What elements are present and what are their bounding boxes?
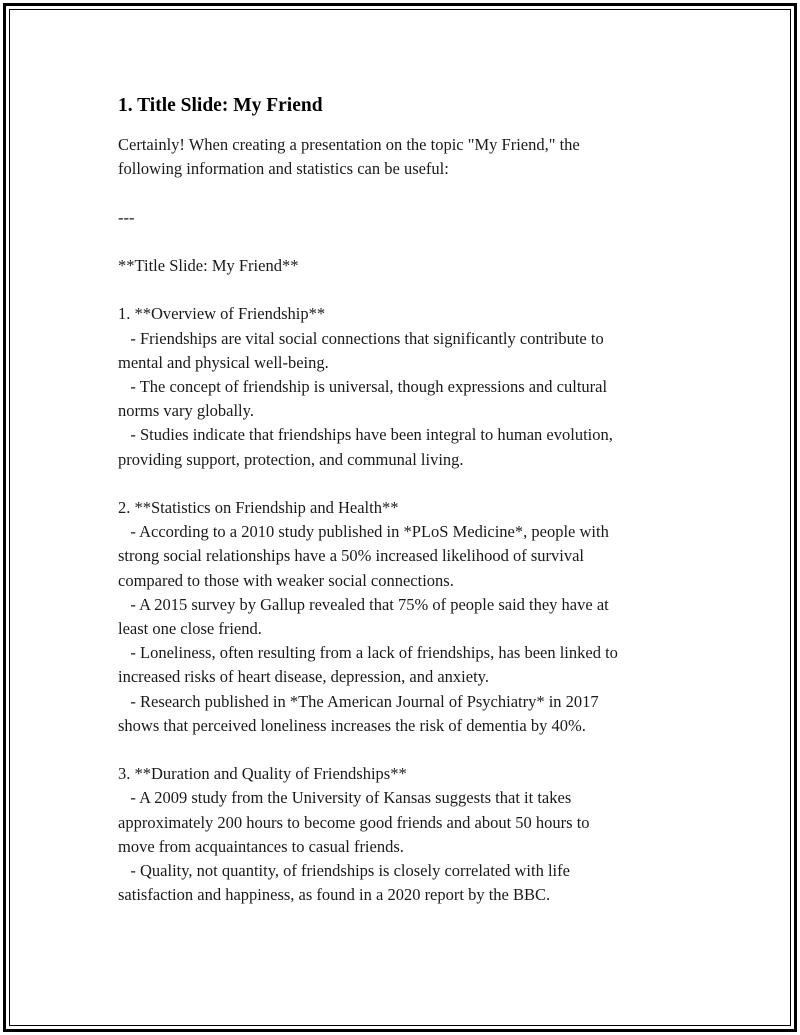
- body-line: 1. **Overview of Friendship**: [118, 304, 326, 324]
- body-line: - According to a 2010 study published in *PLoS Medicine*, people with: [118, 522, 609, 542]
- body-line: - The concept of friendship is universal, though expressions and cultural: [118, 376, 608, 396]
- body-line: least one close friend.: [118, 619, 262, 638]
- body-line: - Studies indicate that friendships have been integral to human evolution,: [118, 425, 613, 445]
- body-line: [118, 472, 688, 496]
- body-line: mental and physical well-being.: [118, 352, 329, 372]
- body-line: - A 2009 study from the University of Kansas suggests that it takes: [118, 788, 572, 808]
- body-line: shows that perceived loneliness increases the risk of dementia by 40%.: [118, 715, 586, 735]
- page-title: 1. Title Slide: My Friend: [118, 95, 323, 116]
- body-line: - Quality, not quantity, of friendships is closely correlated with life: [118, 861, 570, 881]
- body-line: [118, 278, 688, 302]
- body-line: approximately 200 hours to become good friends and about 50 hours to: [118, 812, 590, 832]
- body-line: norms vary globally.: [118, 401, 254, 421]
- body-line: compared to those with weaker social connections.: [118, 570, 454, 590]
- document-page: [118, 93, 688, 907]
- body-line: satisfaction and happiness, as found in a 2020 report by the BBC.: [118, 885, 551, 905]
- body-line: Certainly! When creating a presentation on the topic "My Friend," the: [118, 135, 580, 154]
- body-line: **Title Slide: My Friend**: [118, 255, 299, 275]
- body-line: strong social relationships have a 50% increased likelihood of survival: [118, 546, 585, 566]
- body-line: [118, 738, 688, 762]
- body-line: following information and statistics can be useful:: [118, 159, 449, 179]
- body-line: 3. **Duration and Quality of Friendships**: [118, 764, 407, 784]
- body-line: - A 2015 survey by Gallup revealed that 75% of people said they have at: [118, 594, 609, 614]
- body-line: - Friendships are vital social connections that significantly contribute to: [118, 328, 604, 348]
- body-line: [118, 181, 688, 205]
- body-line: 2. **Statistics on Friendship and Health**: [118, 497, 399, 517]
- document-body: [118, 133, 688, 907]
- body-line: - Loneliness, often resulting from a lack of friendships, has been linked to: [118, 643, 618, 663]
- body-line: increased risks of heart disease, depression, and anxiety.: [118, 667, 489, 687]
- body-line: ---: [118, 207, 135, 227]
- body-line: move from acquaintances to casual friends.: [118, 836, 404, 856]
- body-line: providing support, protection, and communal living.: [118, 449, 464, 469]
- body-line: [118, 230, 688, 254]
- body-line: - Research published in *The American Journal of Psychiatry* in 2017: [118, 691, 599, 711]
